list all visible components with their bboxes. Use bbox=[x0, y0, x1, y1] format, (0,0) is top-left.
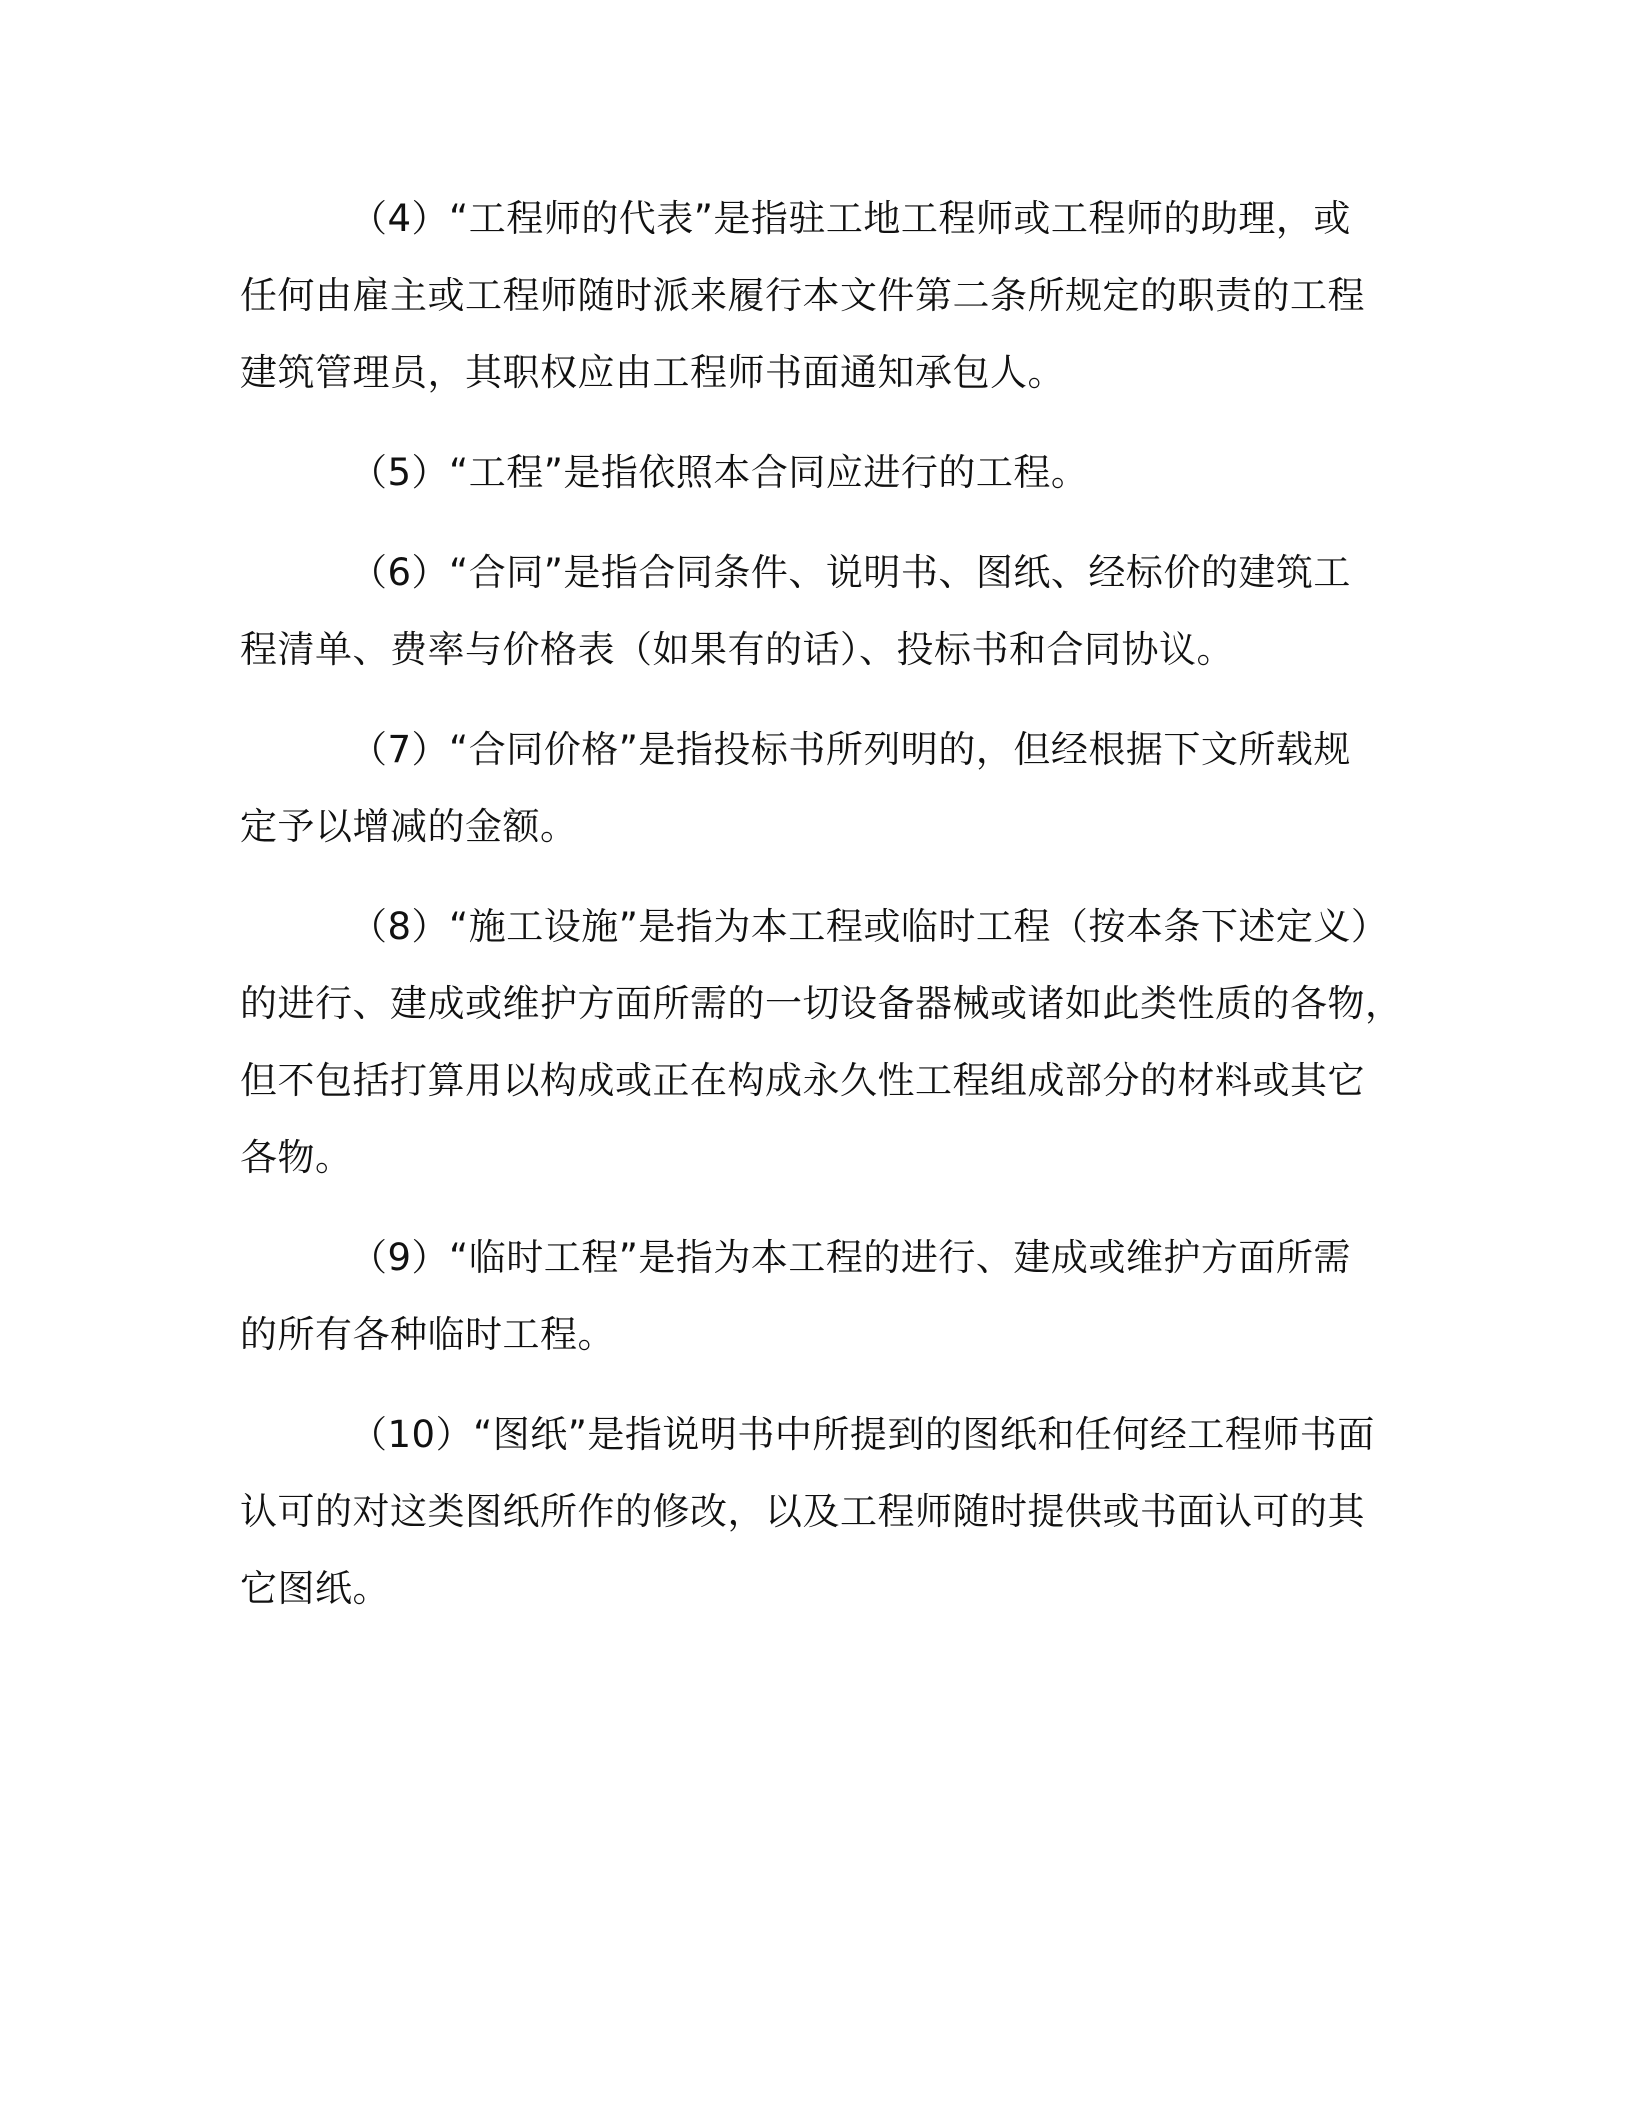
paragraph-line: （5）“工程”是指依照本合同应进行的工程。 bbox=[350, 451, 1089, 494]
paragraph-line: 任何由雇主或工程师随时派来履行本文件第二条所规定的职责的工程 bbox=[240, 274, 1365, 317]
definition-paragraph-9 bbox=[240, 1219, 1380, 1373]
paragraph-line: 定予以增减的金额。 bbox=[240, 805, 578, 848]
definition-paragraph-10 bbox=[240, 1396, 1380, 1627]
definition-paragraph-6 bbox=[240, 534, 1380, 688]
paragraph-line: 建筑管理员，其职权应由工程师书面通知承包人。 bbox=[240, 351, 1065, 394]
paragraph-line: （8）“施工设施”是指为本工程或临时工程（按本条下述定义） bbox=[350, 905, 1389, 948]
paragraph-line: （9）“临时工程”是指为本工程的进行、建成或维护方面所需 bbox=[350, 1236, 1351, 1279]
paragraph-line: 它图纸。 bbox=[240, 1567, 390, 1610]
paragraph-line: （10）“图纸”是指说明书中所提到的图纸和任何经工程师书面 bbox=[350, 1413, 1375, 1456]
paragraph-line: （4）“工程师的代表”是指驻工地工程师或工程师的助理，或 bbox=[350, 197, 1351, 240]
paragraph-line: 各物。 bbox=[240, 1136, 353, 1179]
definition-paragraph-7 bbox=[240, 711, 1380, 865]
paragraph-line: 认可的对这类图纸所作的修改，以及工程师随时提供或书面认可的其 bbox=[240, 1490, 1365, 1533]
paragraph-line: （6）“合同”是指合同条件、说明书、图纸、经标价的建筑工 bbox=[350, 551, 1351, 594]
document-body bbox=[240, 180, 1403, 1650]
paragraph-line: 的所有各种临时工程。 bbox=[240, 1313, 615, 1356]
paragraph-line: 的进行、建成或维护方面所需的一切设备器械或诸如此类性质的各物， bbox=[240, 982, 1403, 1025]
paragraph-line: 但不包括打算用以构成或正在构成永久性工程组成部分的材料或其它 bbox=[240, 1059, 1365, 1102]
definition-paragraph-8 bbox=[240, 888, 1403, 1196]
paragraph-line: 程清单、费率与价格表（如果有的话）、投标书和合同协议。 bbox=[240, 628, 1234, 671]
definition-paragraph-4 bbox=[240, 180, 1380, 411]
paragraph-line: （7）“合同价格”是指投标书所列明的，但经根据下文所载规 bbox=[350, 728, 1351, 771]
definition-paragraph-5 bbox=[240, 434, 1380, 511]
